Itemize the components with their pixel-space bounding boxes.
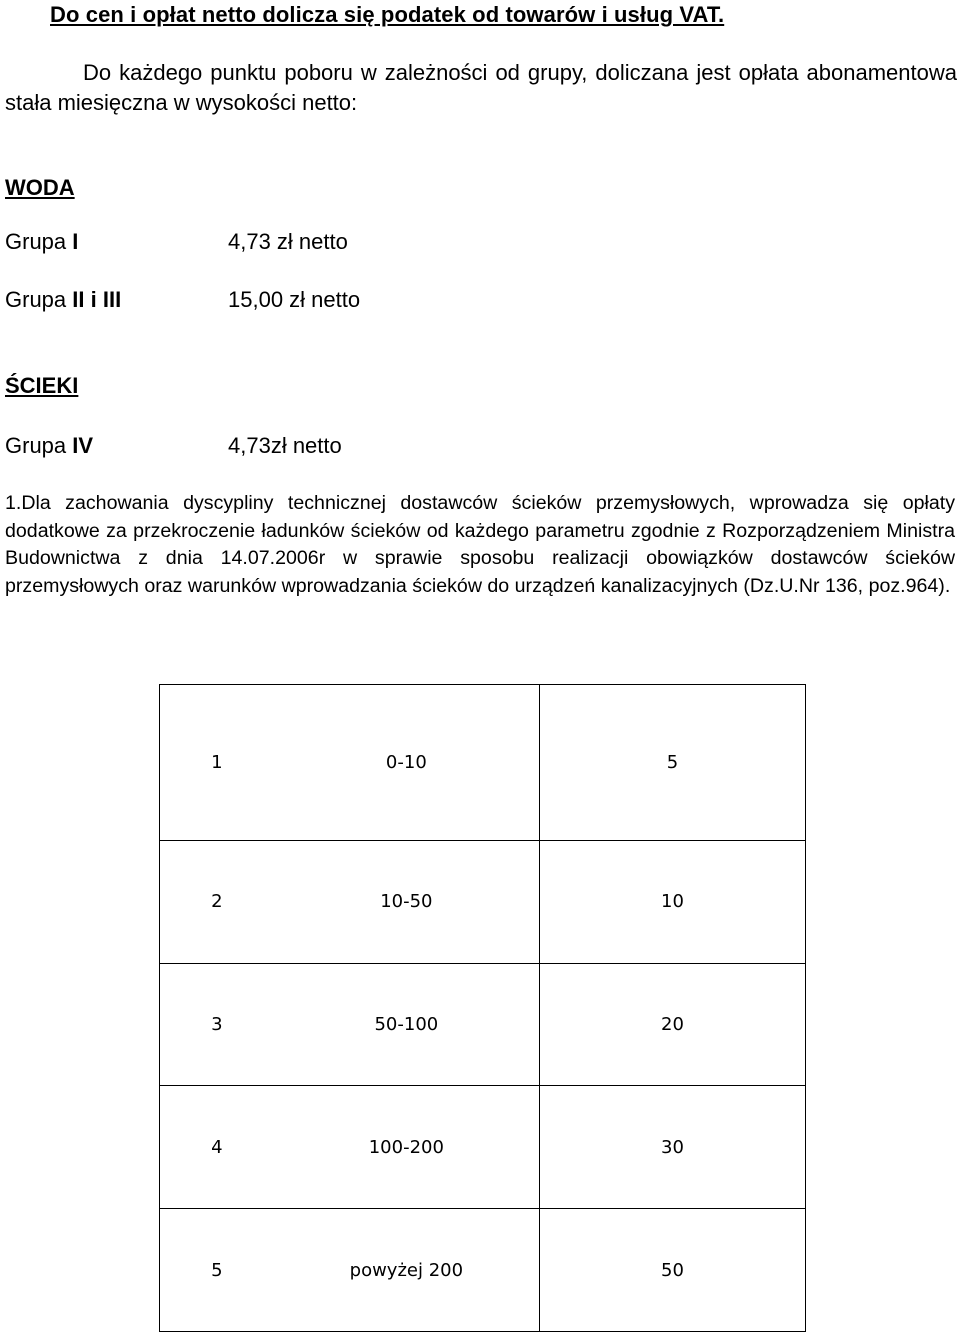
table-row [160,840,806,963]
vat-notice-heading: Do cen i opłat netto dolicza się podatek od towarów i usług VAT. [50,2,725,27]
group-prefix: Grupa [5,229,67,254]
intro-text: Do każdego punktu poboru w zależności od grupy, doliczana jest opłata abonamentowa stała miesięczna w wysokości netto: [5,60,957,115]
group-number: II i III [72,287,122,312]
cell-lp: 3 [211,1013,223,1035]
cell-fee: 50 [540,1209,806,1332]
cell-range: 0-10 [385,751,427,773]
cell-range: 10-50 [380,891,433,913]
surcharge-table [159,684,806,1332]
table-row [160,1209,806,1332]
cell-range: 50-100 [374,1013,439,1035]
cell-range: powyżej 200 [349,1259,464,1281]
cell-fee: 30 [540,1086,806,1209]
table-cell-lp-range [160,840,540,963]
table-cell-lp-range [160,685,540,841]
scieki-group-4-fee: 4,73zł netto [228,433,342,458]
table-cell-lp-range [160,963,540,1086]
intro-paragraph [5,58,957,118]
cell-lp: 1 [211,751,223,773]
table-cell-lp-range [160,1086,540,1209]
cell-fee: 20 [540,963,806,1086]
woda-group-2-3-label [5,287,121,313]
woda-group-1-fee: 4,73 zł netto [228,229,348,254]
cell-range: 100-200 [368,1136,444,1158]
cell-lp: 4 [211,1136,223,1158]
table-row [160,963,806,1086]
cell-fee: 10 [540,840,806,963]
group-number: IV [72,433,94,458]
scieki-group-4-label [5,433,93,459]
group-number: I [72,229,79,254]
group-prefix: Grupa [5,287,67,312]
cell-lp: 5 [211,1259,223,1281]
woda-group-2-3-fee: 15,00 zł netto [228,287,361,312]
group-prefix: Grupa [5,433,67,458]
scieki-section-title: ŚCIEKI [5,373,79,398]
cell-fee: 5 [540,685,806,841]
surcharge-paragraph: 1.Dla zachowania dyscypliny technicznej dostawców ścieków przemysłowych, wprowadza się opłaty dodatkowe za przekroczenie ładunków ścieków od każdego parametru zgodnie z Rozporządzeniem Ministra Budownictwa z dnia 14.07.2006r w sprawie sposobu realizacji obowiązków dostawców ścieków przemysłowych oraz warunków wprowadzania ścieków do urządzeń kanalizacyjnych (Dz.U.Nr 136, poz.964). [5,492,955,598]
cell-lp: 2 [211,891,223,913]
table-cell-lp-range [160,1209,540,1332]
woda-section-title: WODA [5,175,75,200]
table-row [160,685,806,841]
table-row [160,1086,806,1209]
woda-group-1-label [5,229,78,255]
